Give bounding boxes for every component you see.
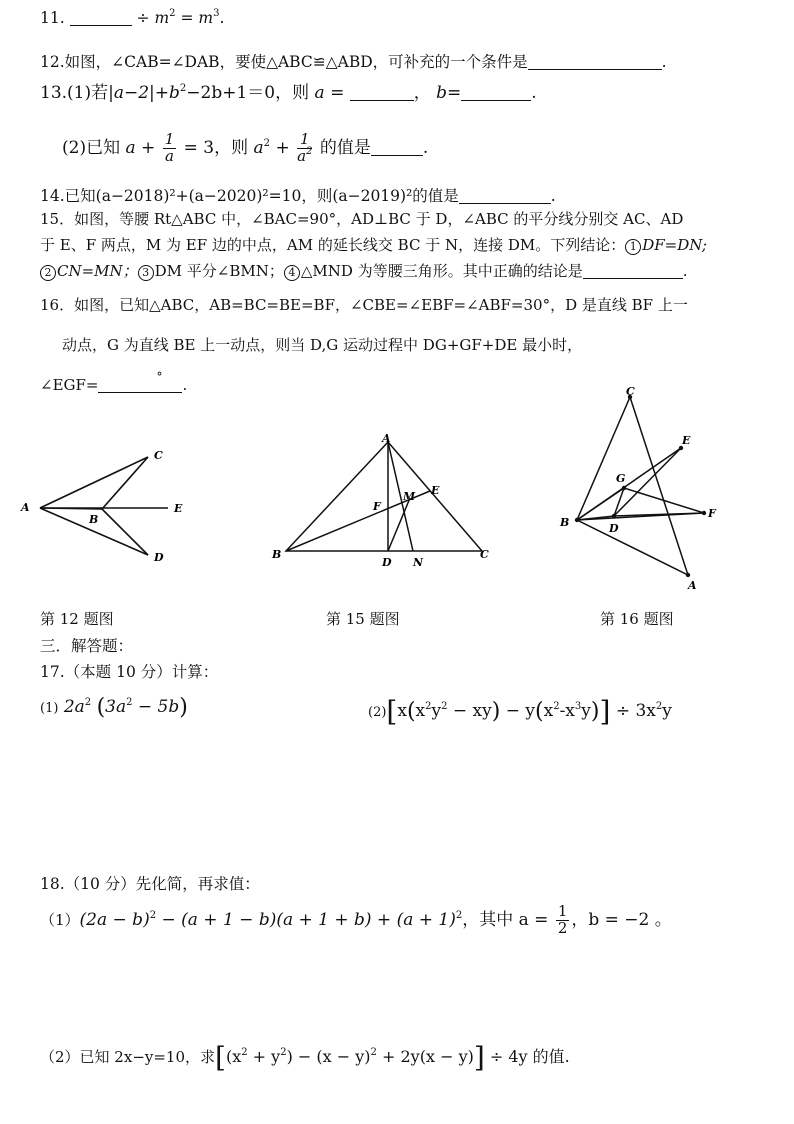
point-label-b: B — [272, 548, 282, 561]
q12-text: 12.如图，∠CAB=∠DAB，要使△ABC≌△ABD，可补充的一个条件是 — [40, 53, 528, 71]
point-label-a: A — [21, 501, 30, 514]
question-16-line-2: 动点，G 为直线 BE 上一动点，则当 D,G 运动过程中 DG+GF+DE 最小时， — [62, 336, 583, 354]
question-15-line-2: 于 E、F 两点，M 为 EF 边的中点，AM 的延长线交 BC 于 N，连接 DM。下列结论： 1 DF=DN; — [40, 236, 707, 254]
figure-15 — [268, 428, 498, 573]
question-12: 12.如图，∠CAB=∠DAB，要使△ABC≌△ABD，可补充的一个条件是 . — [40, 53, 667, 71]
point-label-f: F — [373, 500, 381, 513]
point-label-n: N — [413, 556, 424, 569]
question-14: 14.已知(a−2018)²+(a−2020)²=10，则(a−2019)²的值是 . — [40, 187, 556, 205]
question-16-line-3: ∠EGF= ° . — [40, 370, 188, 394]
point-label-d: D — [609, 522, 619, 535]
point-label-a: A — [382, 432, 391, 445]
answer-blank-a[interactable] — [350, 84, 414, 101]
question-18-part-2: （2）已知 2x−y=10，求$[(x^2 + y^2) - (x - y)^2 + 2y(x - y)] \div 4y$ 的值. — [40, 1041, 570, 1074]
figure-16 — [554, 386, 734, 596]
point-label-c: C — [626, 386, 635, 398]
point-label-d: D — [382, 556, 392, 569]
q11-number: 11. — [40, 9, 65, 27]
caption-figure-12: 第 12 题图 — [40, 610, 114, 628]
point-label-c: C — [480, 548, 489, 561]
answer-blank[interactable] — [459, 187, 551, 204]
section-heading: 三．解答题： — [40, 637, 134, 655]
figure-12 — [18, 445, 198, 575]
fraction-1-over-a: $\frac{1}{a}$ — [164, 130, 175, 165]
answer-blank[interactable]: ° — [98, 376, 182, 393]
point-label-b: B — [560, 516, 570, 529]
point-label-e: E — [431, 484, 440, 497]
question-18-part-1: $(1)(2a - b)^2 - (a + 1 - b)(a + 1 + b) + (a + 1)^2$，其中 a = $\frac{1}{2}$ ，b = −2 。 — [40, 902, 672, 937]
answer-blank[interactable] — [371, 139, 423, 156]
question-16-line-1: 16．如图，已知△ABC，AB=BC=BE=BF，∠CBE=∠EBF=∠ABF=30°，D 是直线 BF 上一 — [40, 296, 688, 314]
point-label-g: G — [616, 472, 626, 485]
question-15-line-1: 15．如图，等腰 Rt△ABC 中，∠BAC=90°，AD⊥BC 于 D，∠ABC 的平分线分别交 AC、AD — [40, 210, 684, 228]
point-label-b: B — [89, 513, 99, 526]
answer-blank[interactable] — [70, 9, 132, 26]
question-17-heading: 17.（本题 10 分）计算： — [40, 663, 219, 681]
point-label-d: D — [154, 551, 164, 564]
question-11: 11. ÷ $m^2 = m^3$. — [40, 8, 225, 27]
question-15-line-3: 2 CN=MN； 3 DM 平分∠BMN； 4 △MND 为等腰三角形。其中正确的结论是 . — [40, 262, 688, 282]
question-17-part-1: (1) $2a^2$ $(3a^2 - 5b)$ — [40, 695, 188, 720]
point-label-c: C — [154, 449, 163, 462]
fraction-one-half: $\frac{1}{2}$ — [557, 902, 568, 937]
answer-blank[interactable] — [528, 53, 662, 70]
point-label-e: E — [174, 502, 183, 515]
fraction-1-over-a2: $\frac{1}{a^2}$ — [297, 130, 313, 165]
caption-figure-16: 第 16 题图 — [600, 610, 674, 628]
point-label-m: M — [403, 490, 416, 503]
question-13-part-1: 13.(1)若$|a-2|+b^2-2b+1=0$，则 a = ， b= . — [40, 83, 537, 103]
point-label-f: F — [708, 507, 716, 520]
answer-blank-b[interactable] — [461, 84, 531, 101]
question-17-part-2: $(2)[x(x^2y^2 - xy) - y(x^2-x^3y)] \div 3x^2y$ — [368, 695, 672, 728]
point-label-e: E — [682, 434, 691, 447]
question-13-part-2: (2)已知 a + $\frac{1}{a}$ = 3，则 $a^2$ + $\frac{1}{a^2}$ 的值是 . — [62, 130, 429, 165]
caption-figure-15: 第 15 题图 — [326, 610, 400, 628]
point-label-a: A — [688, 579, 697, 592]
question-18-heading: 18.（10 分）先化简，再求值： — [40, 875, 260, 893]
answer-blank[interactable] — [583, 262, 683, 279]
